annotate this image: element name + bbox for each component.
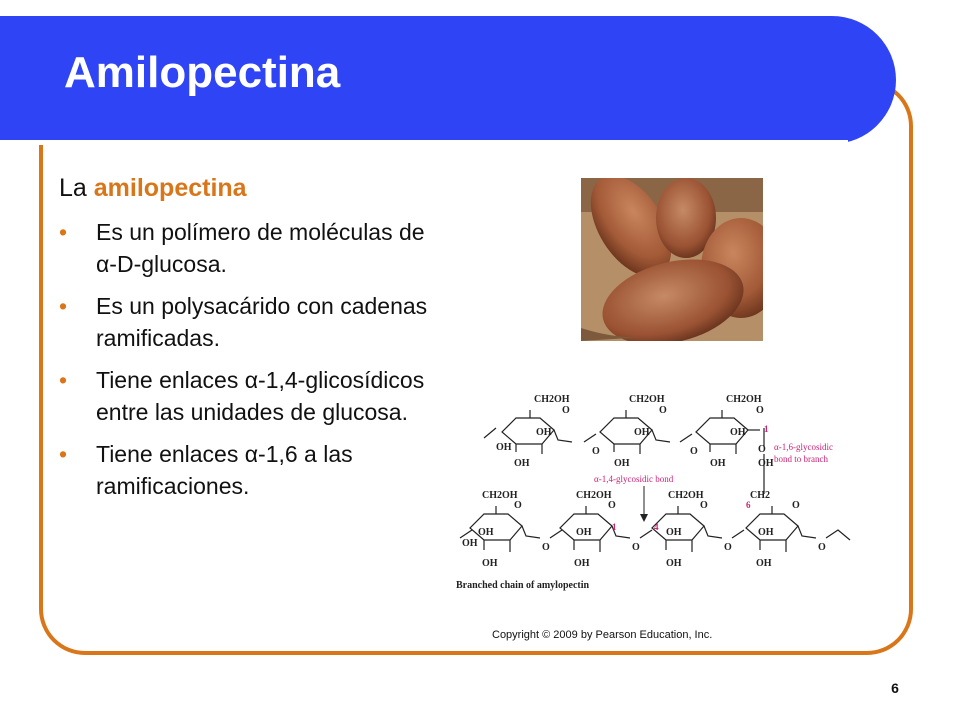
hydroxyl-label: OH xyxy=(666,527,682,538)
hydroxyl-label: OH xyxy=(574,558,590,569)
hydroxyl-label: OH xyxy=(758,527,774,538)
ring-oxygen-label: O xyxy=(756,405,764,416)
hydroxyl-label: OH xyxy=(482,558,498,569)
potato-photo xyxy=(581,178,763,341)
glycosidic-oxygen-label: O xyxy=(632,542,640,553)
hydroxyl-label: OH xyxy=(514,458,530,469)
ring-oxygen-label: O xyxy=(514,500,522,511)
bullet-item xyxy=(59,216,439,280)
glycosidic-oxygen-label: O xyxy=(690,446,698,457)
carbon-1-label: 1 xyxy=(764,424,769,434)
bullet-text: Tiene enlaces α-1,6 a las ramificaciones. xyxy=(96,441,353,499)
hydroxyl-label: OH xyxy=(536,427,552,438)
hydroxyl-label: OH xyxy=(576,527,592,538)
hydroxyl-label: OH xyxy=(756,558,772,569)
glycosidic-oxygen-label: O xyxy=(818,542,826,553)
ring-oxygen-label: O xyxy=(700,500,708,511)
ring-oxygen-label: O xyxy=(608,500,616,511)
ring-oxygen-label: O xyxy=(792,500,800,511)
sugar-label: CH2OH xyxy=(534,394,570,405)
sugar-label: CH2OH xyxy=(629,394,665,405)
ring-oxygen-label: O xyxy=(659,405,667,416)
bullet-item xyxy=(59,438,439,502)
hydroxyl-label: OH xyxy=(496,442,512,453)
carbon-4-label: 4 xyxy=(654,522,659,532)
hydroxyl-label: OH xyxy=(758,458,774,469)
bullet-marker: • xyxy=(59,293,68,319)
carbon-1-label: 1 xyxy=(612,522,617,532)
slide-title: Amilopectina xyxy=(64,48,341,97)
heading-prefix: La xyxy=(59,174,87,202)
page-number: 6 xyxy=(891,680,899,696)
glycosidic-oxygen-label: O xyxy=(758,444,766,455)
hydroxyl-label: OH xyxy=(666,558,682,569)
bullet-text: Es un polímero de moléculas de α-D-glucosa. xyxy=(96,219,425,277)
sugar-label: CH2OH xyxy=(482,490,518,501)
bullet-list xyxy=(59,216,439,512)
alpha-16-bond-label: α-1,6-glycosidic xyxy=(774,442,833,452)
hydroxyl-label: OH xyxy=(462,538,478,549)
bullet-text: Tiene enlaces α-1,4-glicosídicos entre las unidades de glucosa. xyxy=(96,367,425,425)
hydroxyl-label: OH xyxy=(730,427,746,438)
sugar-label: CH2OH xyxy=(668,490,704,501)
hydroxyl-label: OH xyxy=(614,458,630,469)
hydroxyl-label: OH xyxy=(634,427,650,438)
amylopectin-structure-diagram xyxy=(454,380,864,600)
bullet-text: Es un polysacárido con cadenas ramificadas. xyxy=(96,293,428,351)
bullet-item xyxy=(59,364,439,428)
hydroxyl-label: OH xyxy=(478,527,494,538)
alpha-16-bond-label: bond to branch xyxy=(774,454,828,464)
content-heading xyxy=(59,174,247,203)
title-rule xyxy=(0,140,848,145)
hydroxyl-label: OH xyxy=(710,458,726,469)
heading-highlight: amilopectina xyxy=(93,174,247,202)
alpha-14-bond-label: α-1,4-glycosidic bond xyxy=(594,474,674,484)
ring-oxygen-label: O xyxy=(562,405,570,416)
sugar-label: CH2OH xyxy=(576,490,612,501)
bullet-marker: • xyxy=(59,441,68,467)
carbon-6-label: 6 xyxy=(746,500,751,510)
branch-ch2-label: CH2 xyxy=(750,490,770,501)
sugar-label: CH2OH xyxy=(726,394,762,405)
bullet-marker: • xyxy=(59,219,68,245)
copyright-notice: Copyright © 2009 by Pearson Education, Inc. xyxy=(492,629,713,641)
glycosidic-oxygen-label: O xyxy=(542,542,550,553)
diagram-caption: Branched chain of amylopectin xyxy=(456,580,590,591)
bullet-marker: • xyxy=(59,367,68,393)
bullet-item xyxy=(59,290,439,354)
glycosidic-oxygen-label: O xyxy=(592,446,600,457)
glycosidic-oxygen-label: O xyxy=(724,542,732,553)
